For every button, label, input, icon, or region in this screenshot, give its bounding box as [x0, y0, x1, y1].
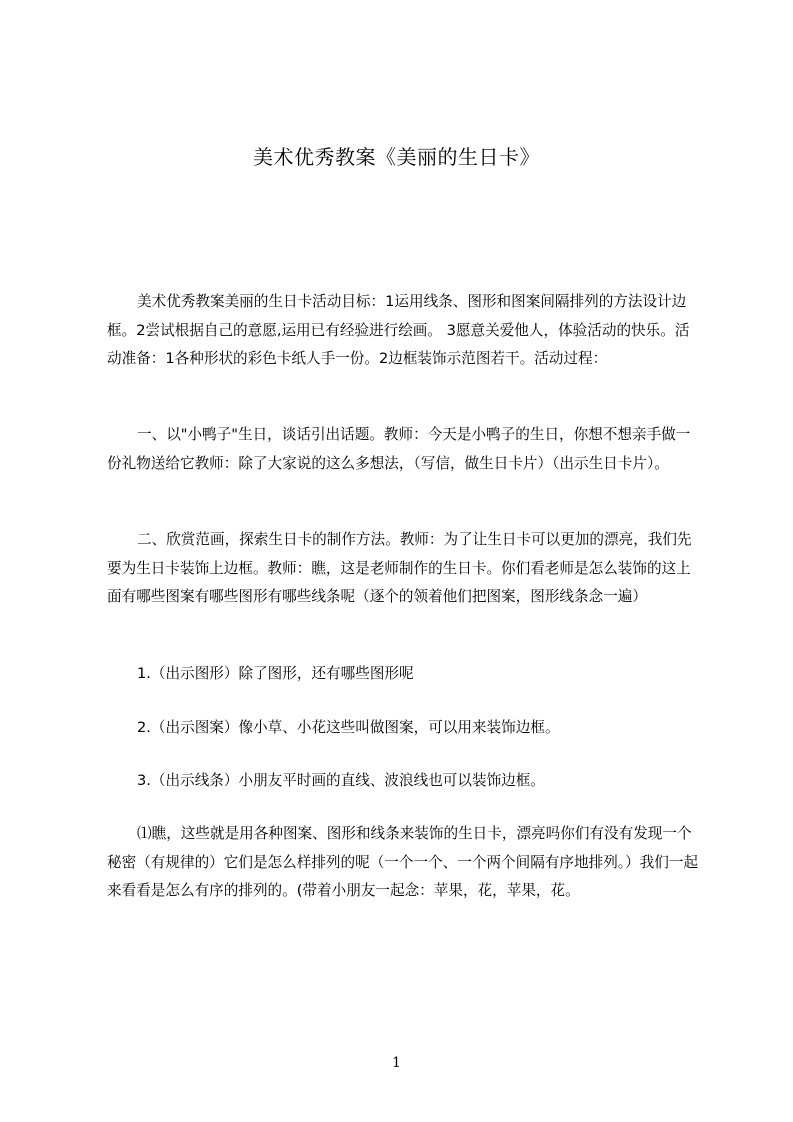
paragraph-item-patterns: 2.（出示图案）像小草、小花这些叫做图案，可以用来装饰边框。 [137, 719, 560, 736]
paragraph-step-two: 二、欣赏范画，探索生日卡的制作方法。教师：为了让生日卡可以更加的漂亮，我们先要为生日卡装饰上边框。教师：瞧，这是老师制作的生日卡。你们看老师是怎么装饰的这上面有哪些图案有哪些图形有哪些线条呢（逐个的领着他们把图案，图形线条念一遍） [107, 531, 692, 605]
paragraph-item-shapes: 1.（出示图形）除了图形，还有哪些图形呢 [137, 665, 414, 682]
paragraph-activity-goals: 美术优秀教案美丽的生日卡活动目标：1运用线条、图形和图案间隔排列的方法设计边框。2尝试根据自己的意愿,运用已有经验进行绘画。 3愿意关爱他人，体验活动的快乐。活动准备：1各种形状的彩色卡纸人手一份。2边框装饰示范图若干。活动过程： [107, 293, 690, 367]
paragraph-step-one: 一、以"小鸭子"生日，谈话引出话题。教师：今天是小鸭子的生日，你想不想亲手做一份礼物送给它教师：除了大家说的这么多想法，（写信，做生日卡片）（出示生日卡片）。 [107, 426, 691, 472]
paragraph-arrangement: ⑴瞧，这些就是用各种图案、图形和线条来装饰的生日卡，漂亮吗你们有没有发现一个秘密（有规律的）它们是怎么样排列的呢（一个一个、一个两个间隔有序地排列。）我们一起来看看是怎么有序的排列的。(带着小朋友一起念：苹果，花，苹果，花。 [107, 825, 699, 899]
paragraph-item-lines: 3.（出示线条）小朋友平时画的直线、波浪线也可以装饰边框。 [137, 772, 545, 789]
document-title: 美术优秀教案《美丽的生日卡》 [253, 145, 540, 169]
page-number: 1 [392, 1055, 401, 1071]
